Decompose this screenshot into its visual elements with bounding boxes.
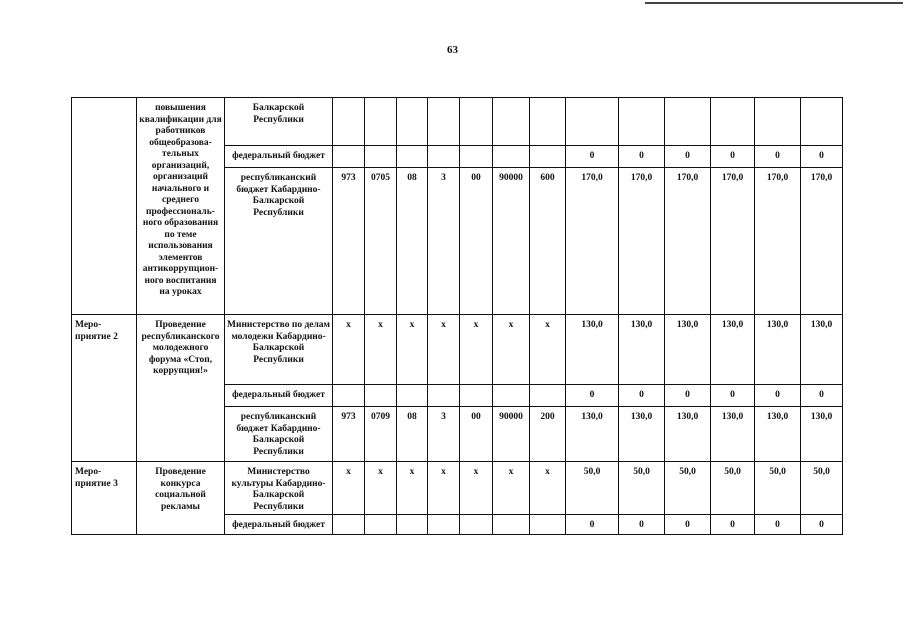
code-cell: х bbox=[530, 462, 566, 515]
code-cell: х bbox=[460, 462, 493, 515]
code-cell: 0705 bbox=[365, 168, 397, 315]
code-cell: х bbox=[333, 462, 365, 515]
code-cell bbox=[333, 515, 365, 535]
code-cell: х bbox=[428, 315, 460, 385]
code-cell bbox=[530, 146, 566, 168]
code-cell bbox=[530, 98, 566, 146]
value-cell: 130,0 bbox=[619, 407, 665, 462]
value-cell bbox=[755, 98, 801, 146]
table-row bbox=[72, 315, 843, 385]
value-cell: 50,0 bbox=[801, 462, 843, 515]
value-cell bbox=[801, 98, 843, 146]
value-cell: 170,0 bbox=[566, 168, 619, 315]
value-cell: 130,0 bbox=[755, 315, 801, 385]
value-cell: 0 bbox=[665, 515, 711, 535]
funding-source: Министерство культуры Кабардино-Балкарской Республики bbox=[225, 462, 333, 515]
code-cell bbox=[428, 385, 460, 407]
code-cell: 3 bbox=[428, 407, 460, 462]
code-cell: х bbox=[333, 315, 365, 385]
value-cell: 130,0 bbox=[801, 315, 843, 385]
funding-source: Министерство по делам молодежи Кабардино-Балкарской Республики bbox=[225, 315, 333, 385]
code-cell bbox=[365, 515, 397, 535]
code-cell: х bbox=[397, 315, 428, 385]
value-cell: 0 bbox=[665, 385, 711, 407]
page-number: 63 bbox=[447, 44, 458, 56]
code-cell bbox=[428, 515, 460, 535]
value-cell bbox=[566, 98, 619, 146]
code-cell: 08 bbox=[397, 407, 428, 462]
code-cell: 90000 bbox=[493, 407, 530, 462]
event-description: Проведение республиканского молодежного форума «Стоп, коррупция!» bbox=[137, 315, 225, 462]
code-cell: 08 bbox=[397, 168, 428, 315]
value-cell: 130,0 bbox=[711, 315, 755, 385]
value-cell: 0 bbox=[619, 515, 665, 535]
code-cell bbox=[365, 98, 397, 146]
value-cell bbox=[711, 98, 755, 146]
code-cell bbox=[333, 98, 365, 146]
value-cell: 0 bbox=[755, 146, 801, 168]
code-cell bbox=[493, 146, 530, 168]
code-cell bbox=[365, 146, 397, 168]
code-cell bbox=[493, 385, 530, 407]
code-cell: 3 bbox=[428, 168, 460, 315]
code-cell bbox=[397, 146, 428, 168]
code-cell: х bbox=[397, 462, 428, 515]
code-cell bbox=[428, 146, 460, 168]
value-cell: 130,0 bbox=[711, 407, 755, 462]
table-row bbox=[72, 98, 843, 146]
funding-source: республиканский бюджет Кабардино-Балкарской Республики bbox=[225, 407, 333, 462]
value-cell: 0 bbox=[801, 515, 843, 535]
funding-source: Балкарской Республики bbox=[225, 98, 333, 146]
code-cell bbox=[397, 98, 428, 146]
value-cell: 130,0 bbox=[619, 315, 665, 385]
value-cell: 170,0 bbox=[801, 168, 843, 315]
code-cell bbox=[460, 515, 493, 535]
code-cell: 0709 bbox=[365, 407, 397, 462]
value-cell: 0 bbox=[566, 515, 619, 535]
code-cell bbox=[397, 385, 428, 407]
code-cell bbox=[493, 98, 530, 146]
funding-source: республиканский бюджет Кабардино-Балкарской Республики bbox=[225, 168, 333, 315]
value-cell: 0 bbox=[665, 146, 711, 168]
code-cell: 973 bbox=[333, 407, 365, 462]
value-cell: 0 bbox=[566, 385, 619, 407]
value-cell: 130,0 bbox=[801, 407, 843, 462]
code-cell bbox=[333, 385, 365, 407]
value-cell: 50,0 bbox=[755, 462, 801, 515]
value-cell bbox=[665, 98, 711, 146]
value-cell: 130,0 bbox=[566, 407, 619, 462]
code-cell bbox=[397, 515, 428, 535]
value-cell: 0 bbox=[711, 146, 755, 168]
value-cell: 0 bbox=[711, 515, 755, 535]
value-cell: 170,0 bbox=[711, 168, 755, 315]
value-cell: 170,0 bbox=[755, 168, 801, 315]
value-cell: 0 bbox=[619, 146, 665, 168]
value-cell: 0 bbox=[755, 515, 801, 535]
code-cell bbox=[530, 515, 566, 535]
value-cell: 0 bbox=[801, 385, 843, 407]
value-cell: 50,0 bbox=[711, 462, 755, 515]
value-cell: 0 bbox=[711, 385, 755, 407]
table-row bbox=[72, 462, 843, 515]
value-cell: 170,0 bbox=[665, 168, 711, 315]
code-cell: х bbox=[365, 315, 397, 385]
code-cell bbox=[460, 385, 493, 407]
funding-source: федеральный бюджет bbox=[225, 385, 333, 407]
code-cell bbox=[333, 146, 365, 168]
top-rule bbox=[645, 2, 903, 4]
code-cell: х bbox=[493, 315, 530, 385]
code-cell: х bbox=[530, 315, 566, 385]
value-cell: 130,0 bbox=[665, 407, 711, 462]
value-cell: 0 bbox=[801, 146, 843, 168]
code-cell bbox=[460, 98, 493, 146]
code-cell bbox=[365, 385, 397, 407]
code-cell bbox=[460, 146, 493, 168]
code-cell bbox=[428, 98, 460, 146]
budget-table bbox=[71, 97, 843, 535]
funding-source: федеральный бюджет bbox=[225, 515, 333, 535]
event-description: Проведение конкурса социальной рекламы bbox=[137, 462, 225, 535]
value-cell bbox=[619, 98, 665, 146]
code-cell: х bbox=[428, 462, 460, 515]
value-cell: 130,0 bbox=[566, 315, 619, 385]
value-cell: 50,0 bbox=[566, 462, 619, 515]
code-cell: х bbox=[365, 462, 397, 515]
code-cell bbox=[493, 515, 530, 535]
code-cell: 200 bbox=[530, 407, 566, 462]
code-cell: 00 bbox=[460, 407, 493, 462]
value-cell: 0 bbox=[566, 146, 619, 168]
code-cell: 600 bbox=[530, 168, 566, 315]
event-description: повышения квалификации для работников общеобразова-тельных организаций, организаций начального и среднего профессиональ-ного образования по теме использования элементов антикоррупцион-ного воспитания на уроках bbox=[137, 98, 225, 315]
value-cell: 130,0 bbox=[755, 407, 801, 462]
event-label: Меро-приятие 2 bbox=[72, 315, 137, 462]
code-cell: 90000 bbox=[493, 168, 530, 315]
funding-source: федеральный бюджет bbox=[225, 146, 333, 168]
code-cell bbox=[530, 385, 566, 407]
event-label-cell bbox=[72, 98, 137, 315]
value-cell: 50,0 bbox=[665, 462, 711, 515]
value-cell: 170,0 bbox=[619, 168, 665, 315]
value-cell: 130,0 bbox=[665, 315, 711, 385]
code-cell: х bbox=[460, 315, 493, 385]
code-cell: 00 bbox=[460, 168, 493, 315]
code-cell: 973 bbox=[333, 168, 365, 315]
value-cell: 0 bbox=[755, 385, 801, 407]
event-label: Меро-приятие 3 bbox=[72, 462, 137, 535]
value-cell: 0 bbox=[619, 385, 665, 407]
value-cell: 50,0 bbox=[619, 462, 665, 515]
code-cell: х bbox=[493, 462, 530, 515]
